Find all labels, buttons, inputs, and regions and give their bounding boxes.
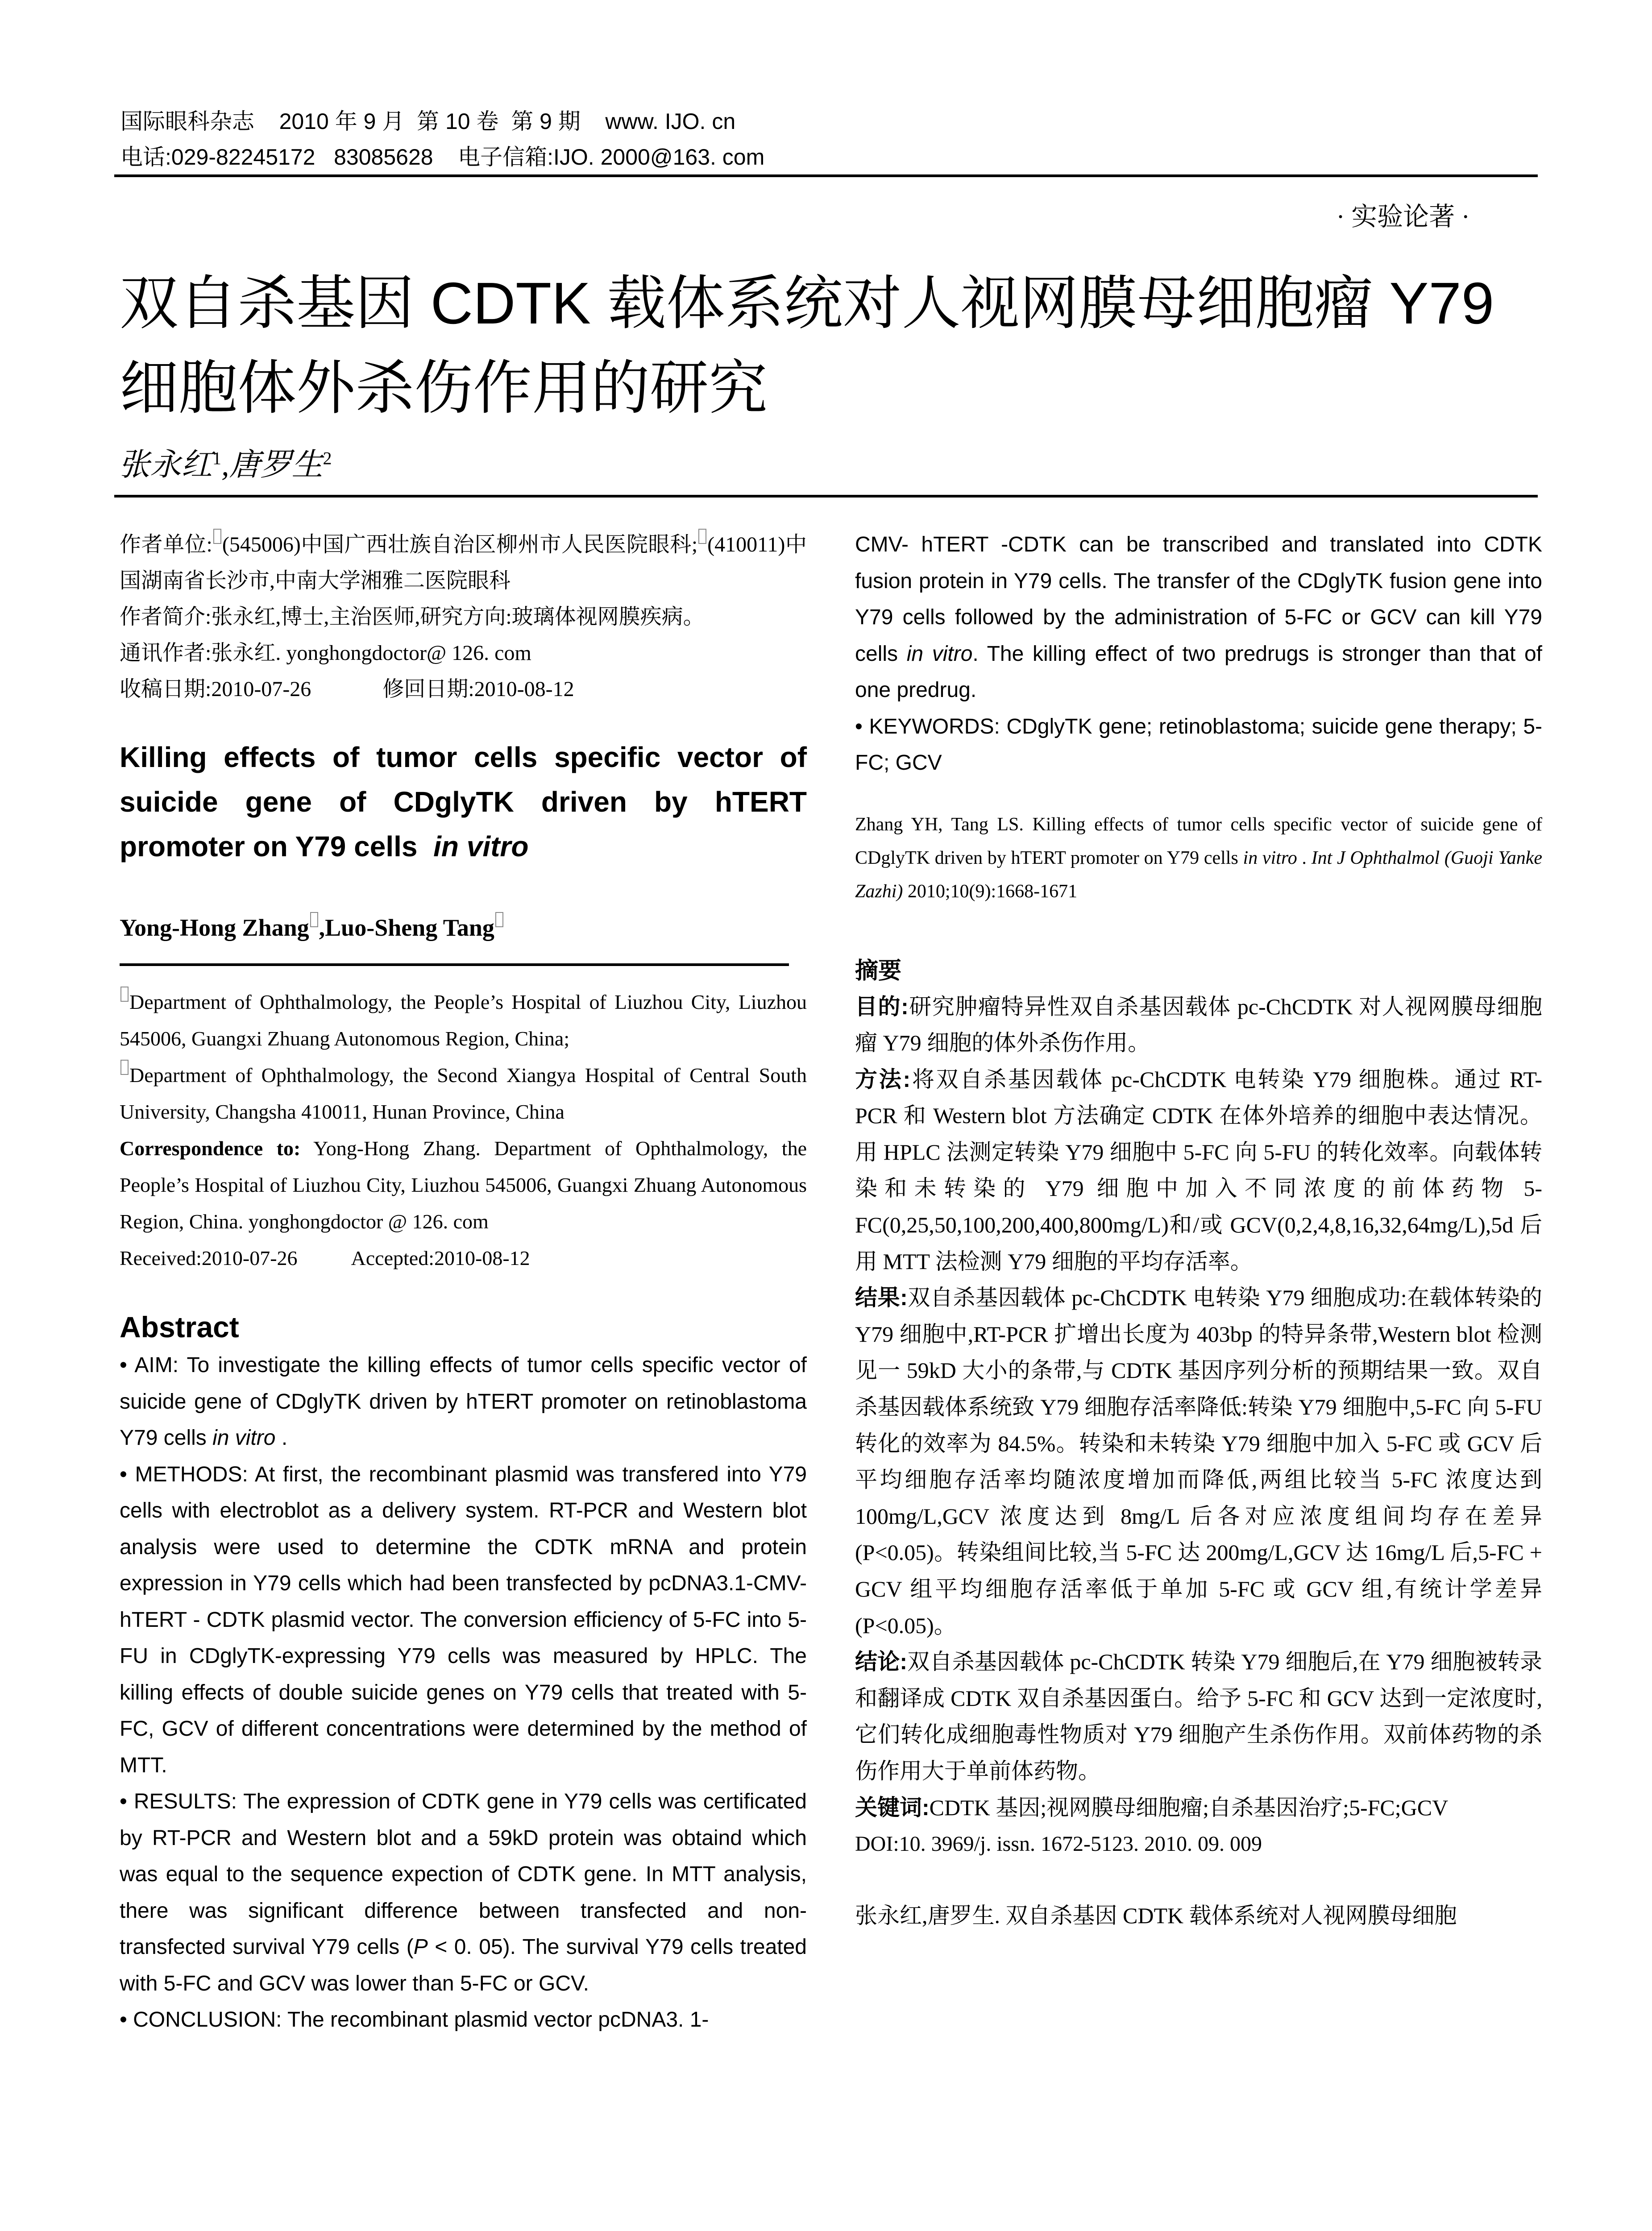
journal-info-line: 国际眼科杂志 2010 年 9 月 第 10 卷 第 9 期 www. IJO. cn [120, 109, 736, 134]
aim-text: • AIM: To investigate the killing effects of tumor cells specific vector of suicide gene of CDglyTK driven by hTERT promoter on retinoblastoma Y79 cells [120, 1353, 807, 1450]
abstract-conclusion-start: • CONCLUSION: The recombinant plasmid vector pcDNA3. 1- [120, 2008, 709, 2032]
citation-journal: Int J Ophthalmol (Guoji Yanke Zazhi) [855, 847, 1543, 902]
accepted-date-en: Accepted:2010-08-12 [351, 1247, 530, 1269]
author-1-en: Yong-Hong Zhang [120, 914, 309, 941]
author-separator: , [221, 448, 229, 482]
affiliation-1-en-text: Department of Ophthalmology, the People’s Hospital of Liuzhou City, Liuzhou 545006, Guangxi Zhuang Autonomous Region, China; [120, 991, 807, 1050]
citation-ref: 2010;10(9):1668-1671 [903, 881, 1078, 902]
cn-affiliations [120, 527, 807, 599]
abstract-cn-results [855, 1280, 1542, 1644]
author-bio: 作者简介:张永红,博士,主治医师,研究方向:玻璃体视网膜疾病。 [120, 605, 705, 629]
article-title-en [120, 735, 807, 869]
conclusion-text-c: . The killing effect of two predrugs is stronger than that of one predrug. [855, 642, 1543, 702]
aim-italic: in vitro [212, 1426, 276, 1450]
abstract-aim [120, 1347, 807, 1456]
affiliation-marker-icon [120, 987, 129, 1002]
conclusion-italic: in vitro [906, 642, 973, 666]
authors-cn [119, 440, 332, 485]
results-label-cn: 结果: [855, 1285, 908, 1310]
conclusion-text-cn: 双自杀基因载体 pc-ChCDTK 转染 Y79 细胞后,在 Y79 细胞被转录和翻译成 CDTK 双自杀基因蛋白。给予 5-FC 和 GCV 达到一定浓度时,它们转化成细胞毒性物质对 Y79 细胞产生杀伤作用。双前体药物的杀伤作用大于单前体药物。 [855, 1649, 1542, 1783]
citation-italic: in vitro [1243, 847, 1297, 868]
aim-text-cn: 研究肿瘤特异性双自杀基因载体 pc-ChCDTK 对人视网膜母细胞瘤 Y79 细胞的体外杀伤作用。 [855, 994, 1542, 1056]
abstract-keywords: • KEYWORDS: CDglyTK gene; retinoblastoma; suicide gene therapy; 5-FC; GCV [855, 714, 1542, 775]
author-2-affil: 2 [323, 448, 332, 469]
methods-label-cn: 方法: [855, 1066, 911, 1092]
abstract-cn [855, 989, 1542, 1826]
correspondence-label: Correspondence to: [120, 1137, 301, 1160]
abstract-conclusion-cont [855, 527, 1542, 709]
conclusion-label-cn: 结论: [855, 1649, 908, 1675]
abstract-cn-keywords [855, 1790, 1542, 1826]
author-1-cn: 张永红 [119, 448, 212, 482]
affiliation-marker-icon [310, 912, 318, 927]
article-category: · 实验论著 · [1336, 202, 1470, 231]
title-en-main: Killing effects of tumor cells specific vector of suicide gene of CDglyTK driven by hTERT promoter on Y79 cells [120, 741, 807, 863]
correspondence-en [120, 1130, 807, 1240]
abstract-results [120, 1783, 807, 2002]
author-1-affil: 1 [212, 448, 221, 469]
abstract-cn-methods [855, 1062, 1542, 1280]
keywords-label-cn: 关键词: [855, 1795, 930, 1820]
affiliation-label: 作者单位: [120, 533, 212, 556]
affiliation-2-en [120, 1057, 807, 1130]
citation-cn: 张永红,唐罗生. 双自杀基因 CDTK 载体系统对人视网膜母细胞 [855, 1903, 1457, 1928]
authors-en [120, 910, 807, 945]
dates-en [120, 1240, 807, 1277]
doi: DOI:10. 3969/j. issn. 1672-5123. 2010. 09. 009 [855, 1832, 1262, 1856]
authors-rule [120, 963, 789, 966]
results-text-a: • RESULTS: The expression of CDTK gene in Y79 cells was certificated by RT-PCR and Western blot and a 59kD protein was obtaind which was equal to the sequence expection of CDTK gene. In MTT analysis, there was significant difference between transfected and non-transfected survival Y79 cells ( [120, 1790, 807, 1959]
affiliation-1: (545006)中国广西壮族自治区柳州市人民医院眼科; [222, 533, 698, 556]
citation-text: Zhang YH, Tang LS. Killing effects of tumor cells specific vector of suicide gene of CDglyTK driven by hTERT promoter on Y79 cells [855, 814, 1542, 868]
results-text-b: < 0. 05). The survival Y79 cells treated with 5-FC and GCV was lower than 5-FC or GCV. [120, 1935, 807, 1995]
correspondence-text: Yong-Hong Zhang. Department of Ophthalmology, the People’s Hospital of Liuzhou City, Liuzhou 545006, Guangxi Zhuang Autonomous Region, China. yonghongdoctor @ 126. com [120, 1137, 807, 1233]
abstract-en-continued [855, 527, 1542, 781]
aim-label-cn: 目的: [855, 994, 909, 1019]
author-2-en: Luo-Sheng Tang [325, 914, 494, 941]
revised-date-cn: 修回日期:2010-08-12 [382, 677, 574, 701]
header-rule [114, 174, 1538, 177]
affiliation-marker-icon [120, 1060, 129, 1075]
affiliation-marker-icon [495, 912, 503, 927]
article-title-cn: 双自杀基因 CDTK 载体系统对人视网膜母细胞瘤 Y79 细胞体外杀伤作用的研究 [120, 270, 1494, 421]
title-en-italic: in vitro [433, 830, 529, 863]
affiliation-marker-icon [213, 529, 221, 544]
title-rule [114, 495, 1538, 498]
citation-en [855, 808, 1542, 908]
cn-metadata [120, 527, 807, 707]
right-column [855, 527, 1542, 1933]
author-separator-en: , [319, 914, 325, 941]
affiliation-1-en [120, 984, 807, 1057]
results-text-cn: 双自杀基因载体 pc-ChCDTK 电转染 Y79 细胞成功:在载体转染的 Y79 细胞中,RT-PCR 扩增出长度为 403bp 的特异条带,Western blot 检测见一 59kD 大小的条带,与 CDTK 基因序列分析的预期结果一致。双自杀基因载体系统致 Y79 细胞存活率降低:转染 Y79 细胞中,5-FC 向 5-FU 转化的效率为 84.5%。转染和未转染 Y79 细胞中加入 5-FC 或 GCV 后平均细胞存活率均随浓度增加而降低,两组比较当 5-FC 浓度达到 100mg/L,GCV 浓度达到 8mg/L 后各对应浓度组间均存在差异(P<0.05)。转染组间比较,当 5-FC 达 200mg/L,GCV 达 16mg/L 后,5-FC + GCV 组平均细胞存活率低于单加 5-FC 或 GCV 组,有统计学差异(P<0.05)。 [855, 1285, 1542, 1638]
aim-end: . [275, 1426, 288, 1450]
methods-text-cn: 将双自杀基因载体 pc-ChCDTK 电转染 Y79 细胞株。通过 RT-PCR 和 Western blot 方法确定 CDTK 在体外培养的细胞中表达情况。用 HPLC 法测定转染 Y79 细胞中 5-FC 向 5-FU 的转化效率。向载体转染和未转染的 Y79 细胞中加入不同浓度的前体药物 5-FC(0,25,50,100,200,400,800mg/L)和/或 GCV(0,2,4,8,16,32,64mg/L),5d 后用 MTT 法检测 Y79 细胞的平均存活率。 [855, 1066, 1543, 1274]
dates-cn [120, 671, 807, 707]
citation-sep: . [1297, 847, 1312, 868]
journal-header [120, 104, 764, 175]
abstract-methods: • METHODS: At first, the recombinant plasmid was transfered into Y79 cells with electroblot as a delivery system. RT-PCR and Western blot analysis were used to determine the CDTK mRNA and protein expression in Y79 cells which had been transfected by pcDNA3.1-CMV- hTERT - CDTK plasmid vector. The conversion efficiency of 5-FC into 5-FU in CDglyTK-expressing Y79 cells was measured by HPLC. The killing effects of double suicide genes on Y79 cells that treated with 5-FC, GCV of different concentrations were determined by the method of MTT. [120, 1462, 807, 1777]
en-affiliations [120, 984, 807, 1277]
abstract-cn-conclusion [855, 1644, 1542, 1789]
author-2-cn: 唐罗生 [229, 448, 323, 482]
journal-contact-line: 电话:029-82245172 83085628 电子信箱:IJO. 2000@163. com [120, 145, 765, 170]
keywords-text-cn: CDTK 基因;视网膜母细胞瘤;自杀基因治疗;5-FC;GCV [929, 1795, 1449, 1820]
received-date-cn: 收稿日期:2010-07-26 [120, 677, 311, 701]
results-p: P [413, 1935, 428, 1959]
affiliation-2-en-text: Department of Ophthalmology, the Second Xiangya Hospital of Central South University, Changsha 410011, Hunan Province, China [120, 1064, 807, 1123]
corresponding-author-cn: 通讯作者:张永红. yonghongdoctor@ 126. com [120, 641, 531, 665]
abstract-cn-heading: 摘要 [855, 958, 902, 984]
affiliation-2: (410011)中国湖南省长沙市,中南大学湘雅二医院眼科 [120, 533, 807, 593]
abstract-cn-aim [855, 989, 1542, 1062]
conclusion-text-b: CMV- hTERT -CDTK can be transcribed and translated into CDTK fusion protein in Y79 cells. The transfer of the CDglyTK fusion gene into Y79 cells followed by the administration of 5-FC or GCV can kill Y79 cells [855, 533, 1542, 666]
received-date-en: Received:2010-07-26 [120, 1247, 298, 1269]
abstract-heading: Abstract [120, 1310, 239, 1344]
left-column [120, 527, 807, 2038]
abstract-en [120, 1347, 807, 2038]
affiliation-marker-icon [698, 529, 706, 544]
